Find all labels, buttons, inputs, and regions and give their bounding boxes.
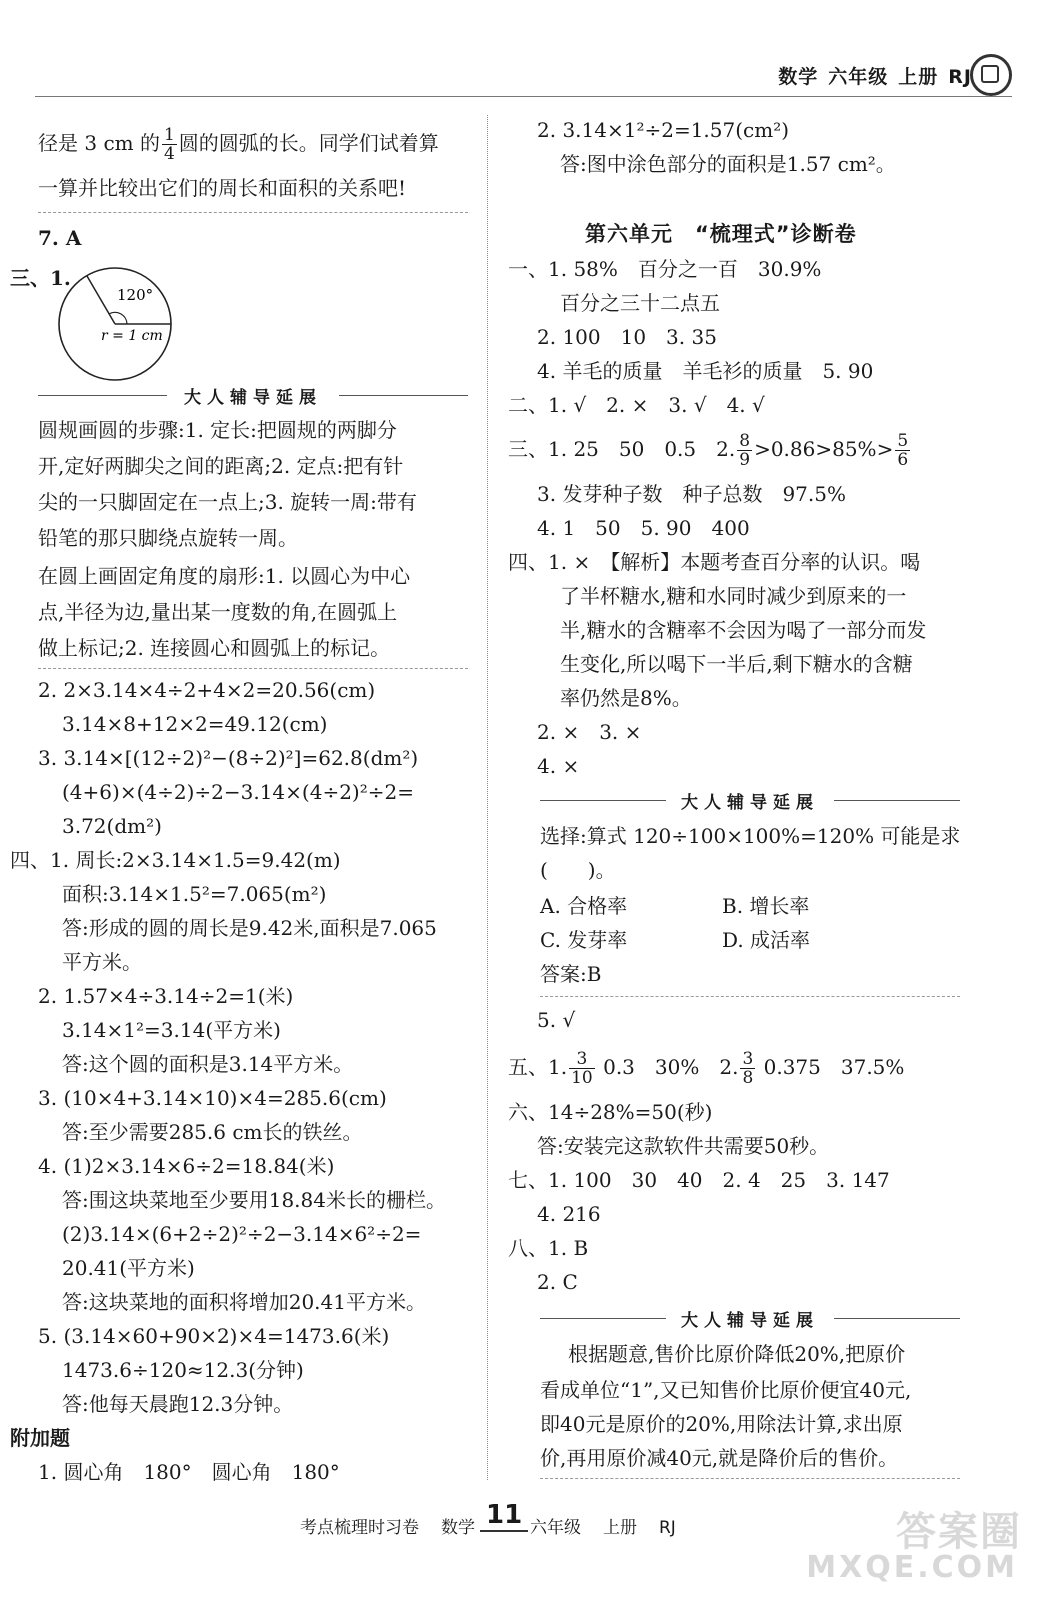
header-grade: 六年级 — [828, 66, 889, 88]
section-4-2c: 答:这个圆的面积是3.14平方米。 — [62, 1052, 354, 1076]
dashed-divider — [38, 212, 468, 213]
fraction: $\frac{1}{4}$ — [163, 125, 175, 164]
r-sec4-1c: 半,糖水的含糖率不会因为喝了一部分而发 — [560, 618, 927, 642]
answer-2b: 3.14×8+12×2=49.12(cm) — [62, 712, 328, 736]
right-answer-2: 2. 3.14×1²÷2=1.57(cm²) — [537, 118, 790, 142]
guide-text-3: 尖的一只脚固定在一点上;3. 旋转一周:带有 — [38, 490, 417, 514]
angle-label: 120° — [117, 286, 154, 304]
right-answer-2b: 答:图中涂色部分的面积是1.57 cm²。 — [560, 152, 896, 176]
r-sec4-2: 2. × 3. × — [537, 720, 642, 744]
footer-edition: RJ — [659, 1518, 676, 1538]
r-sec4-5: 5. √ — [537, 1008, 576, 1032]
section-4-5c: 答:他每天晨跑12.3分钟。 — [62, 1392, 294, 1416]
page-number: 11 — [480, 1500, 528, 1532]
footer-grade: 六年级 — [530, 1518, 581, 1538]
radius-line-2 — [87, 276, 115, 324]
r-sec3-1: 三、1. 25 50 0.5 2. $\frac{8}{9}$ >0.86>85%> $\frac{5}{6}$ — [508, 431, 909, 470]
header-rule — [35, 96, 1012, 97]
r-sec4-1d: 生变化,所以喝下一半后,剩下糖水的含糖 — [560, 652, 913, 676]
option-d: D. 成活率 — [722, 928, 811, 952]
left-line-2: 一算并比较出它们的周长和面积的关系吧! — [38, 176, 407, 200]
page-header — [768, 62, 972, 89]
section-4-4: 4. (1)2×3.14×6÷2=18.84(米) — [38, 1154, 335, 1178]
section-4-5b: 1473.6÷120≈12.3(分钟) — [62, 1358, 304, 1382]
section-4-1d: 平方米。 — [62, 950, 142, 974]
unit-title: 第六单元 “梳理式”诊断卷 — [585, 222, 857, 246]
guide-text-r2: 看成单位“1”,又已知售价比原价便宜40元, — [540, 1378, 912, 1402]
r-sec1-2: 2. 100 10 3. 35 — [537, 325, 717, 349]
r-sec4-4: 4. × — [537, 754, 580, 778]
r-sec8-2: 2. C — [537, 1270, 578, 1294]
r-sec7: 七、1. 100 30 40 2. 4 25 3. 147 — [508, 1168, 890, 1192]
guide-text-5: 在圆上画固定角度的扇形:1. 以圆心为中心 — [38, 564, 411, 588]
section-4-4d: 20.41(平方米) — [62, 1256, 195, 1280]
dashed-divider — [540, 996, 960, 997]
publisher-logo-icon — [970, 54, 1012, 96]
column-divider — [487, 115, 488, 1480]
r-sec1-4: 4. 羊毛的质量 羊毛衫的质量 5. 90 — [537, 359, 874, 383]
footer-subject: 数学 — [441, 1518, 475, 1538]
r-sec1-1: 一、1. 58% 百分之一百 30.9% — [508, 257, 822, 281]
r-sec4-1b: 了半杯糖水,糖和水同时减少到原来的一 — [560, 584, 907, 608]
r-sec4-1e: 率仍然是8%。 — [560, 686, 692, 710]
radius-label: r = 1 cm — [101, 328, 163, 344]
option-a: A. 合格率 — [540, 894, 628, 918]
guide-text-2: 开,定好两脚尖之间的距离;2. 定点:把有针 — [38, 454, 404, 478]
guide-text-1: 圆规画圆的步骤:1. 定长:把圆规的两脚分 — [38, 418, 397, 442]
section-3-label: 三、1. — [10, 266, 71, 290]
watermark-logo: 答案圈 — [896, 1509, 1022, 1555]
r-sec6: 六、14÷28%=50(秒) — [508, 1100, 713, 1124]
guide-band-title: 大人辅导延展 — [540, 788, 960, 812]
extra-answer-1: 1. 圆心角 180° 圆心角 180° — [38, 1460, 340, 1484]
r-sec6b: 答:安装完这款软件共需要50秒。 — [537, 1134, 830, 1158]
section-4-4b: 答:围这块菜地至少要用18.84米长的栅栏。 — [62, 1188, 446, 1212]
answer-3b: (4+6)×(4÷2)÷2−3.14×(4÷2)²÷2= — [62, 780, 414, 804]
r-sec1-1b: 百分之三十二点五 — [560, 291, 720, 315]
guide-text-4: 铅笔的那只脚绕点旋转一周。 — [38, 526, 298, 550]
answer-2a: 2. 2×3.14×4÷2+4×2=20.56(cm) — [38, 678, 376, 702]
answer-7: 7. A — [38, 226, 82, 250]
option-c: C. 发芽率 — [540, 928, 628, 952]
page-footer-right — [530, 1513, 698, 1538]
r-sec5: 五、1. $\frac{3}{10}$ 0.3 30% 2. $\frac{3}{8}$ 0.375 37.5% — [508, 1049, 905, 1088]
section-4-3b: 答:至少需要285.6 cm长的铁丝。 — [62, 1120, 363, 1144]
section-4-3: 3. (10×4+3.14×10)×4=285.6(cm) — [38, 1086, 387, 1110]
guide-text-7: 做上标记;2. 连接圆心和圆弧上的标记。 — [38, 636, 391, 660]
r-sec3-4: 4. 1 50 5. 90 400 — [537, 516, 750, 540]
guide-text-r1: 根据题意,售价比原价降低20%,把原价 — [568, 1342, 906, 1366]
circle-figure — [55, 262, 180, 387]
r-sec2: 二、1. √ 2. × 3. √ 4. √ — [508, 393, 765, 417]
dashed-divider — [540, 1478, 960, 1479]
choice-answer: 答案:B — [540, 962, 602, 986]
guide-text-r4: 价,再用原价减40元,就是降价后的售价。 — [540, 1446, 899, 1470]
answer-3a: 3. 3.14×[(12÷2)²−(8÷2)²]=62.8(dm²) — [38, 746, 419, 770]
section-4-1: 四、1. 周长:2×3.14×1.5=9.42(m) — [10, 848, 341, 872]
guide-band-title: 大人辅导延展 — [540, 1306, 960, 1330]
dashed-divider — [38, 668, 468, 669]
r-sec8-1: 八、1. B — [508, 1236, 589, 1260]
choice-question: 选择:算式 120÷100×100%=120% 可能是求 — [540, 824, 961, 848]
choice-blank: ( )。 — [540, 858, 616, 882]
section-4-4e: 答:这块菜地的面积将增加20.41平方米。 — [62, 1290, 426, 1314]
answer-3c: 3.72(dm²) — [62, 814, 162, 838]
guide-text-6: 点,半径为边,量出某一度数的角,在圆弧上 — [38, 600, 398, 624]
watermark-url: MXQE.COM — [806, 1550, 1018, 1585]
section-4-5: 5. (3.14×60+90×2)×4=1473.6(米) — [38, 1324, 390, 1348]
left-line-1: 径是 3 cm 的 $\frac{1}{4}$ 圆的圆弧的长。同学们试着算 — [38, 125, 439, 164]
header-edition: RJ — [948, 66, 972, 88]
header-volume: 上册 — [898, 66, 939, 88]
option-b: B. 增长率 — [722, 894, 810, 918]
page-footer — [300, 1513, 497, 1538]
section-4-1b: 面积:3.14×1.5²=7.065(m²) — [62, 882, 327, 906]
section-4-4c: (2)3.14×(6+2÷2)²÷2−3.14×6²÷2= — [62, 1222, 422, 1246]
extra-title: 附加题 — [10, 1426, 70, 1450]
r-sec7-4: 4. 216 — [537, 1202, 601, 1226]
guide-band-title: 大人辅导延展 — [38, 383, 468, 407]
section-4-2b: 3.14×1²=3.14(平方米) — [62, 1018, 281, 1042]
r-sec3-3: 3. 发芽种子数 种子总数 97.5% — [537, 482, 846, 506]
footer-volume: 上册 — [603, 1518, 637, 1538]
footer-book: 考点梳理时习卷 — [300, 1518, 419, 1538]
section-4-1c: 答:形成的圆的周长是9.42米,面积是7.065 — [62, 916, 437, 940]
guide-text-r3: 即40元是原价的20%,用除法计算,求出原 — [540, 1412, 903, 1436]
header-subject: 数学 — [778, 66, 819, 88]
r-sec4-1: 四、1. × 【解析】本题考查百分率的认识。喝 — [508, 550, 921, 574]
section-4-2: 2. 1.57×4÷3.14÷2=1(米) — [38, 984, 294, 1008]
